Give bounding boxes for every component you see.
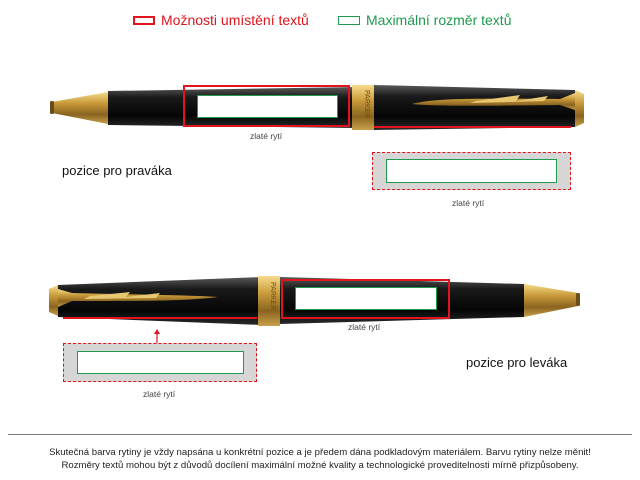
max-text-box-barrel-left bbox=[295, 287, 437, 310]
band-engraving: PARKER bbox=[269, 282, 276, 311]
pen-cap-end bbox=[49, 285, 58, 316]
engraving-area-cap-left bbox=[63, 315, 257, 319]
footer-note-size: Rozměry textů mohou být z důvodů docílení maximální možné kvality a technologické proveditelnosti mírně přizpůsobeny. bbox=[61, 460, 579, 471]
caption-panel-right: zlaté rytí bbox=[452, 198, 485, 208]
max-text-box-cap-left bbox=[77, 351, 244, 374]
pen-point bbox=[50, 101, 54, 114]
label-right-handed: pozice pro praváka bbox=[62, 163, 172, 178]
label-left-handed: pozice pro leváka bbox=[466, 355, 568, 370]
pen-point bbox=[576, 293, 580, 306]
arrow-left-head bbox=[154, 329, 160, 334]
pen-tip bbox=[524, 284, 578, 317]
legend-label-max-size: Maximální rozměr textů bbox=[366, 12, 512, 28]
caption-barrel-left: zlaté rytí bbox=[348, 322, 381, 332]
legend-label-placement: Možnosti umístění textů bbox=[161, 12, 309, 28]
engraving-area-cap-right bbox=[374, 124, 571, 128]
footer-divider bbox=[8, 434, 632, 435]
max-text-box-cap-right bbox=[386, 159, 557, 183]
pen-tip bbox=[52, 92, 108, 124]
caption-panel-left: zlaté rytí bbox=[143, 389, 176, 399]
pen-cap-end bbox=[575, 90, 584, 127]
caption-barrel-right: zlaté rytí bbox=[250, 131, 283, 141]
footer-note-color: Skutečná barva rytiny je vždy napsána u konkrétní pozice a je předem dána podkladovým materiálem. Barvu rytiny nelze měnit! bbox=[49, 447, 591, 458]
max-text-box-barrel-right bbox=[197, 95, 338, 118]
band-engraving: PARKER bbox=[363, 90, 370, 119]
